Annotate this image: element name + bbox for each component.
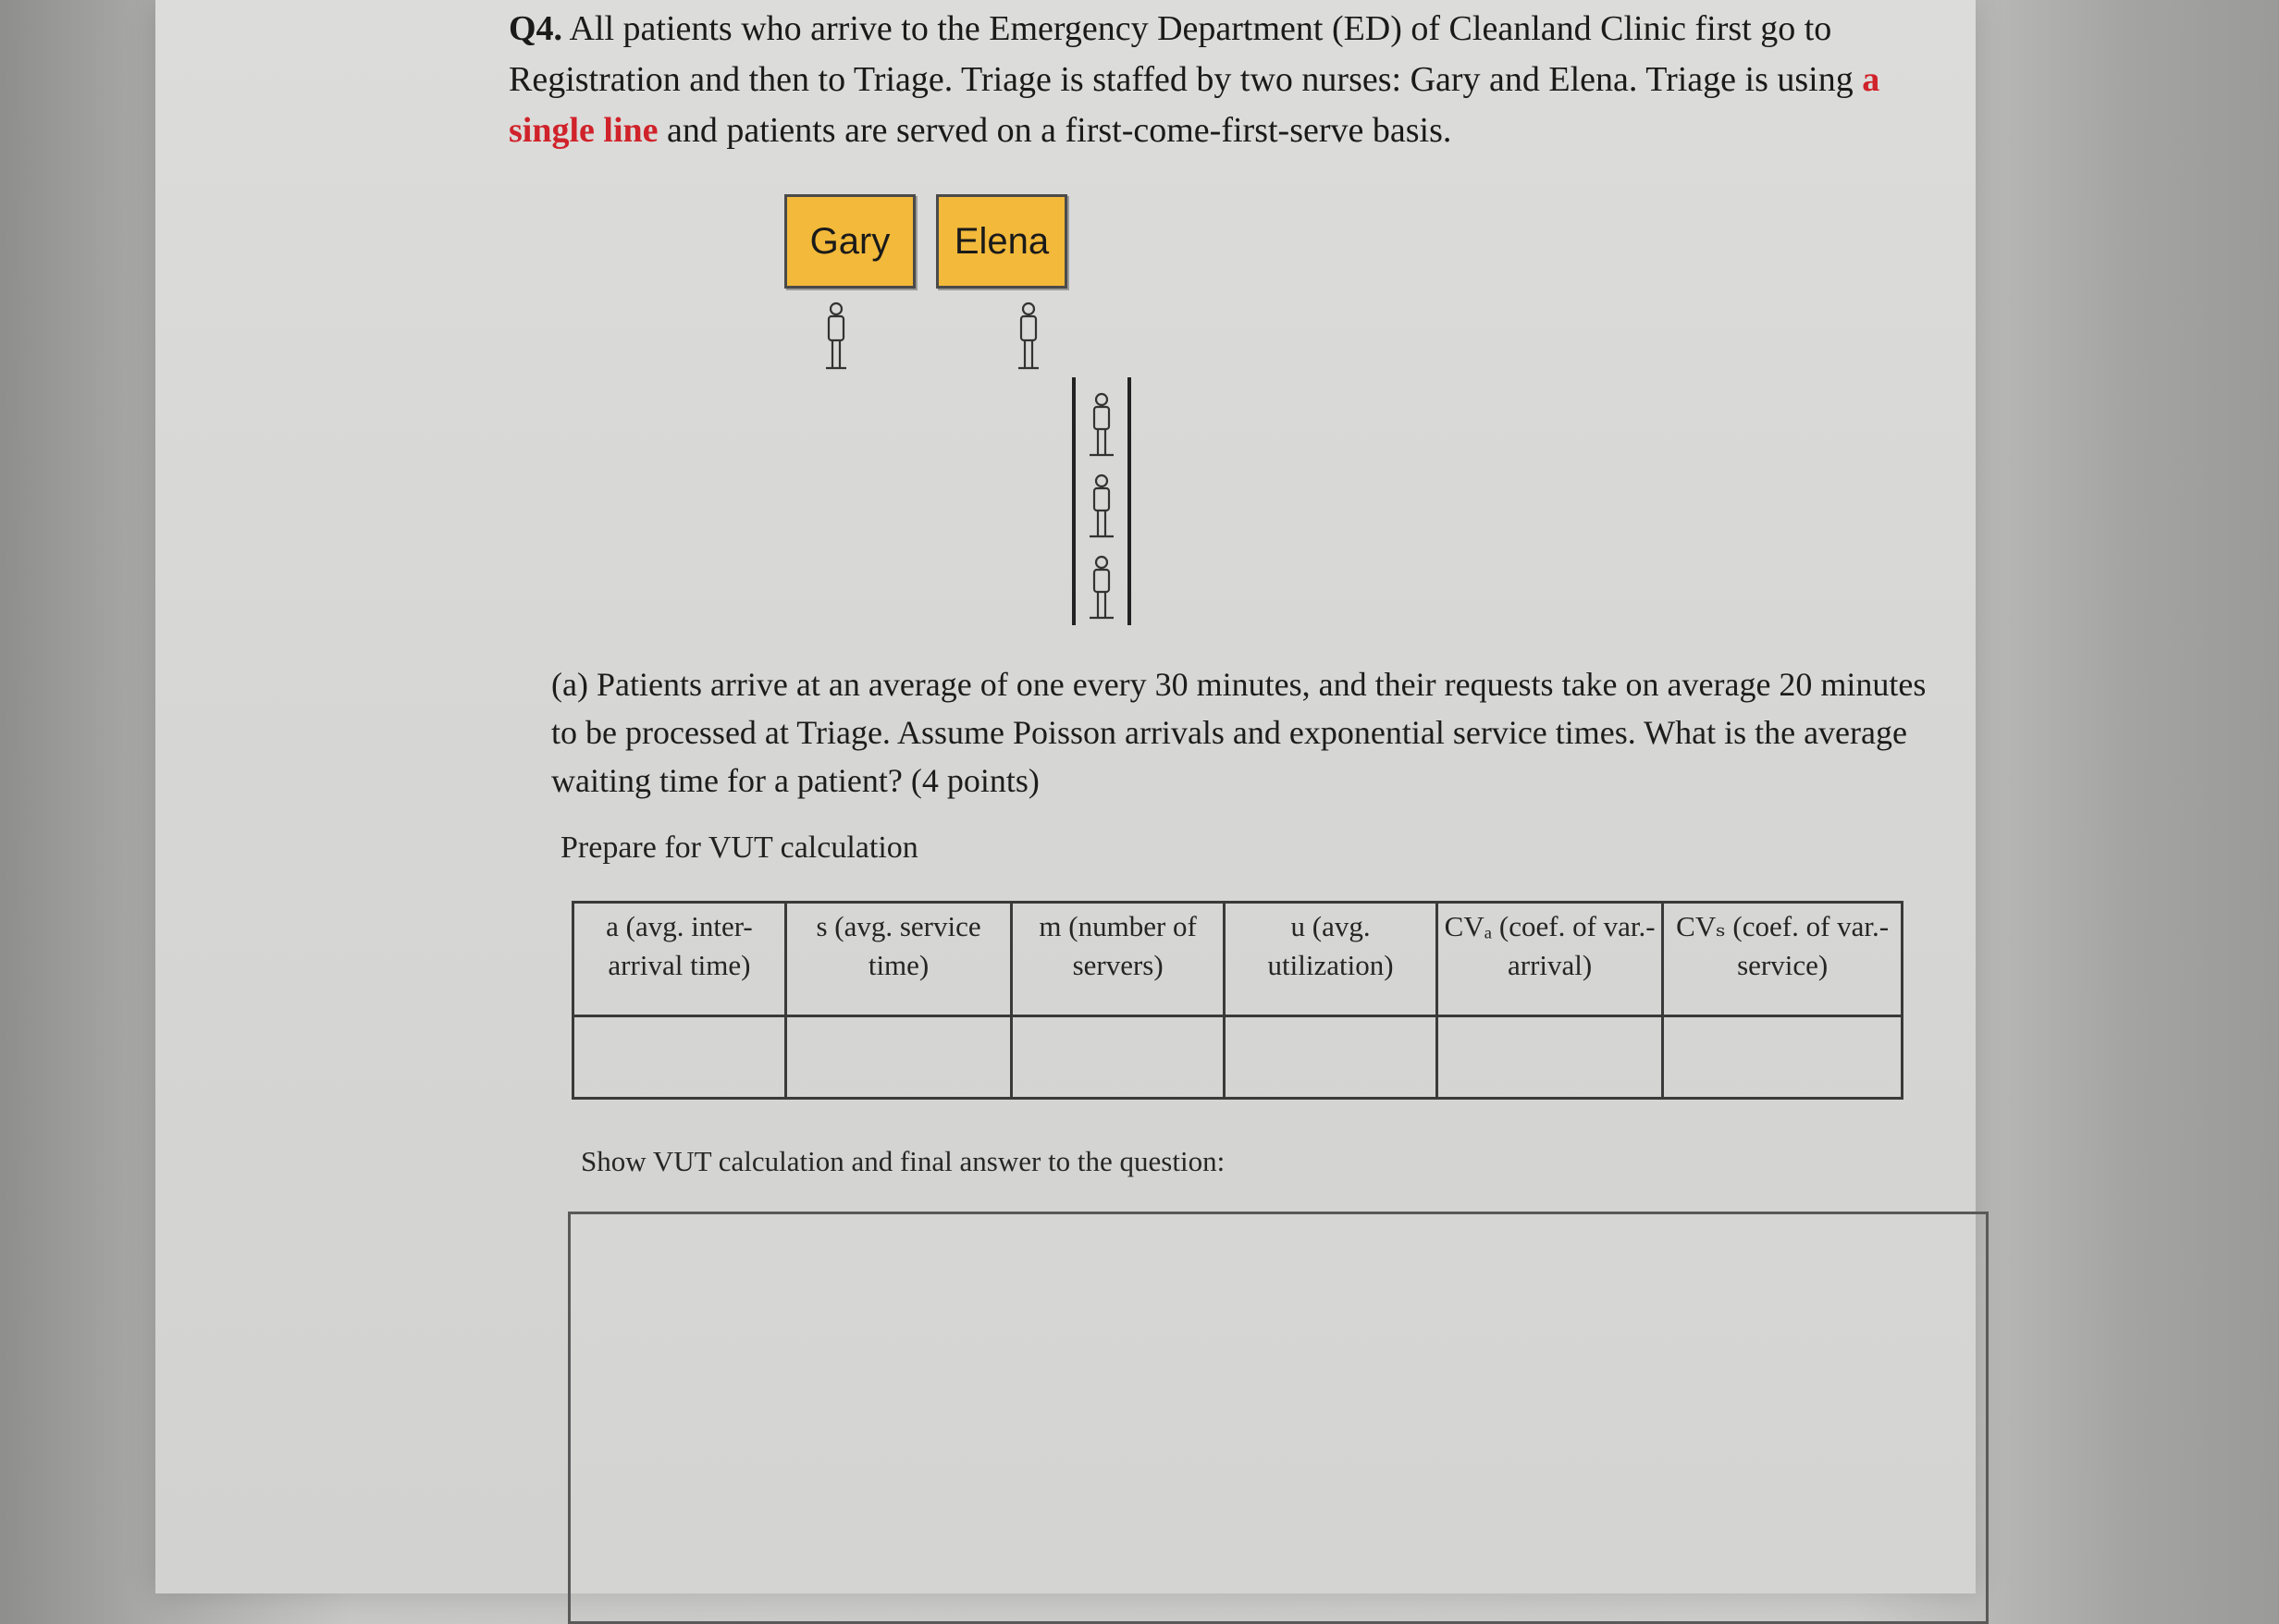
nurse-label-elena: Elena: [954, 220, 1050, 262]
answer-box[interactable]: [568, 1212, 1989, 1624]
header-u: u (avg. utilization): [1225, 903, 1437, 1016]
header-cva: CVₐ (coef. of var.- arrival): [1437, 903, 1663, 1016]
input-cell-m[interactable]: [1012, 1016, 1225, 1099]
person-icon: [1016, 301, 1041, 372]
person-icon: [1090, 394, 1114, 455]
question-intro-part1: All patients who arrive to the Emergency Department (ED) of Cleanland Clinic first go to Registration and then to Triage. Triage is staffed by two nurses: Gary and Elena. Triage is using: [509, 9, 1863, 99]
question-intro-part2: and patients are served on a first-come-first-serve basis.: [658, 111, 1452, 150]
input-cell-u[interactable]: [1225, 1016, 1437, 1099]
input-cell-a[interactable]: [573, 1016, 786, 1099]
person-icon: [823, 301, 849, 372]
question-number: Q4.: [509, 9, 563, 48]
question-text: [509, 4, 1961, 156]
worksheet-page: [155, 0, 1976, 1593]
nurse-box-gary: [784, 194, 916, 289]
input-cell-cva[interactable]: [1437, 1016, 1663, 1099]
table-header-row: [573, 903, 1903, 1016]
prepare-label: Prepare for VUT calculation: [561, 830, 918, 865]
single-line-highlight: a single line: [509, 60, 1880, 150]
person-icon: [1090, 557, 1114, 618]
person-icon: [1090, 475, 1114, 536]
nurse-label-gary: Gary: [809, 220, 891, 262]
header-cvs: CVₛ (coef. of var.- service): [1663, 903, 1903, 1016]
input-cell-s[interactable]: [785, 1016, 1011, 1099]
show-calculation-label: Show VUT calculation and final answer to the question:: [581, 1145, 1226, 1177]
header-a: a (avg. inter-arrival time): [573, 903, 786, 1016]
single-queue-lane: [1071, 377, 1132, 625]
nurse-box-elena: [936, 194, 1067, 289]
part-a-question: (a) Patients arrive at an average of one every 30 minutes, and their requests take on average 20 minutes to be processed at Triage. Assume Poisson arrivals and exponential service times. What is the average waiting time for a patient? (4 points): [551, 666, 1927, 799]
header-m: m (number of servers): [1012, 903, 1225, 1016]
table-row: [573, 1016, 1903, 1099]
input-cell-cvs[interactable]: [1663, 1016, 1903, 1099]
header-s: s (avg. service time): [785, 903, 1011, 1016]
vut-table: [572, 901, 1903, 1100]
